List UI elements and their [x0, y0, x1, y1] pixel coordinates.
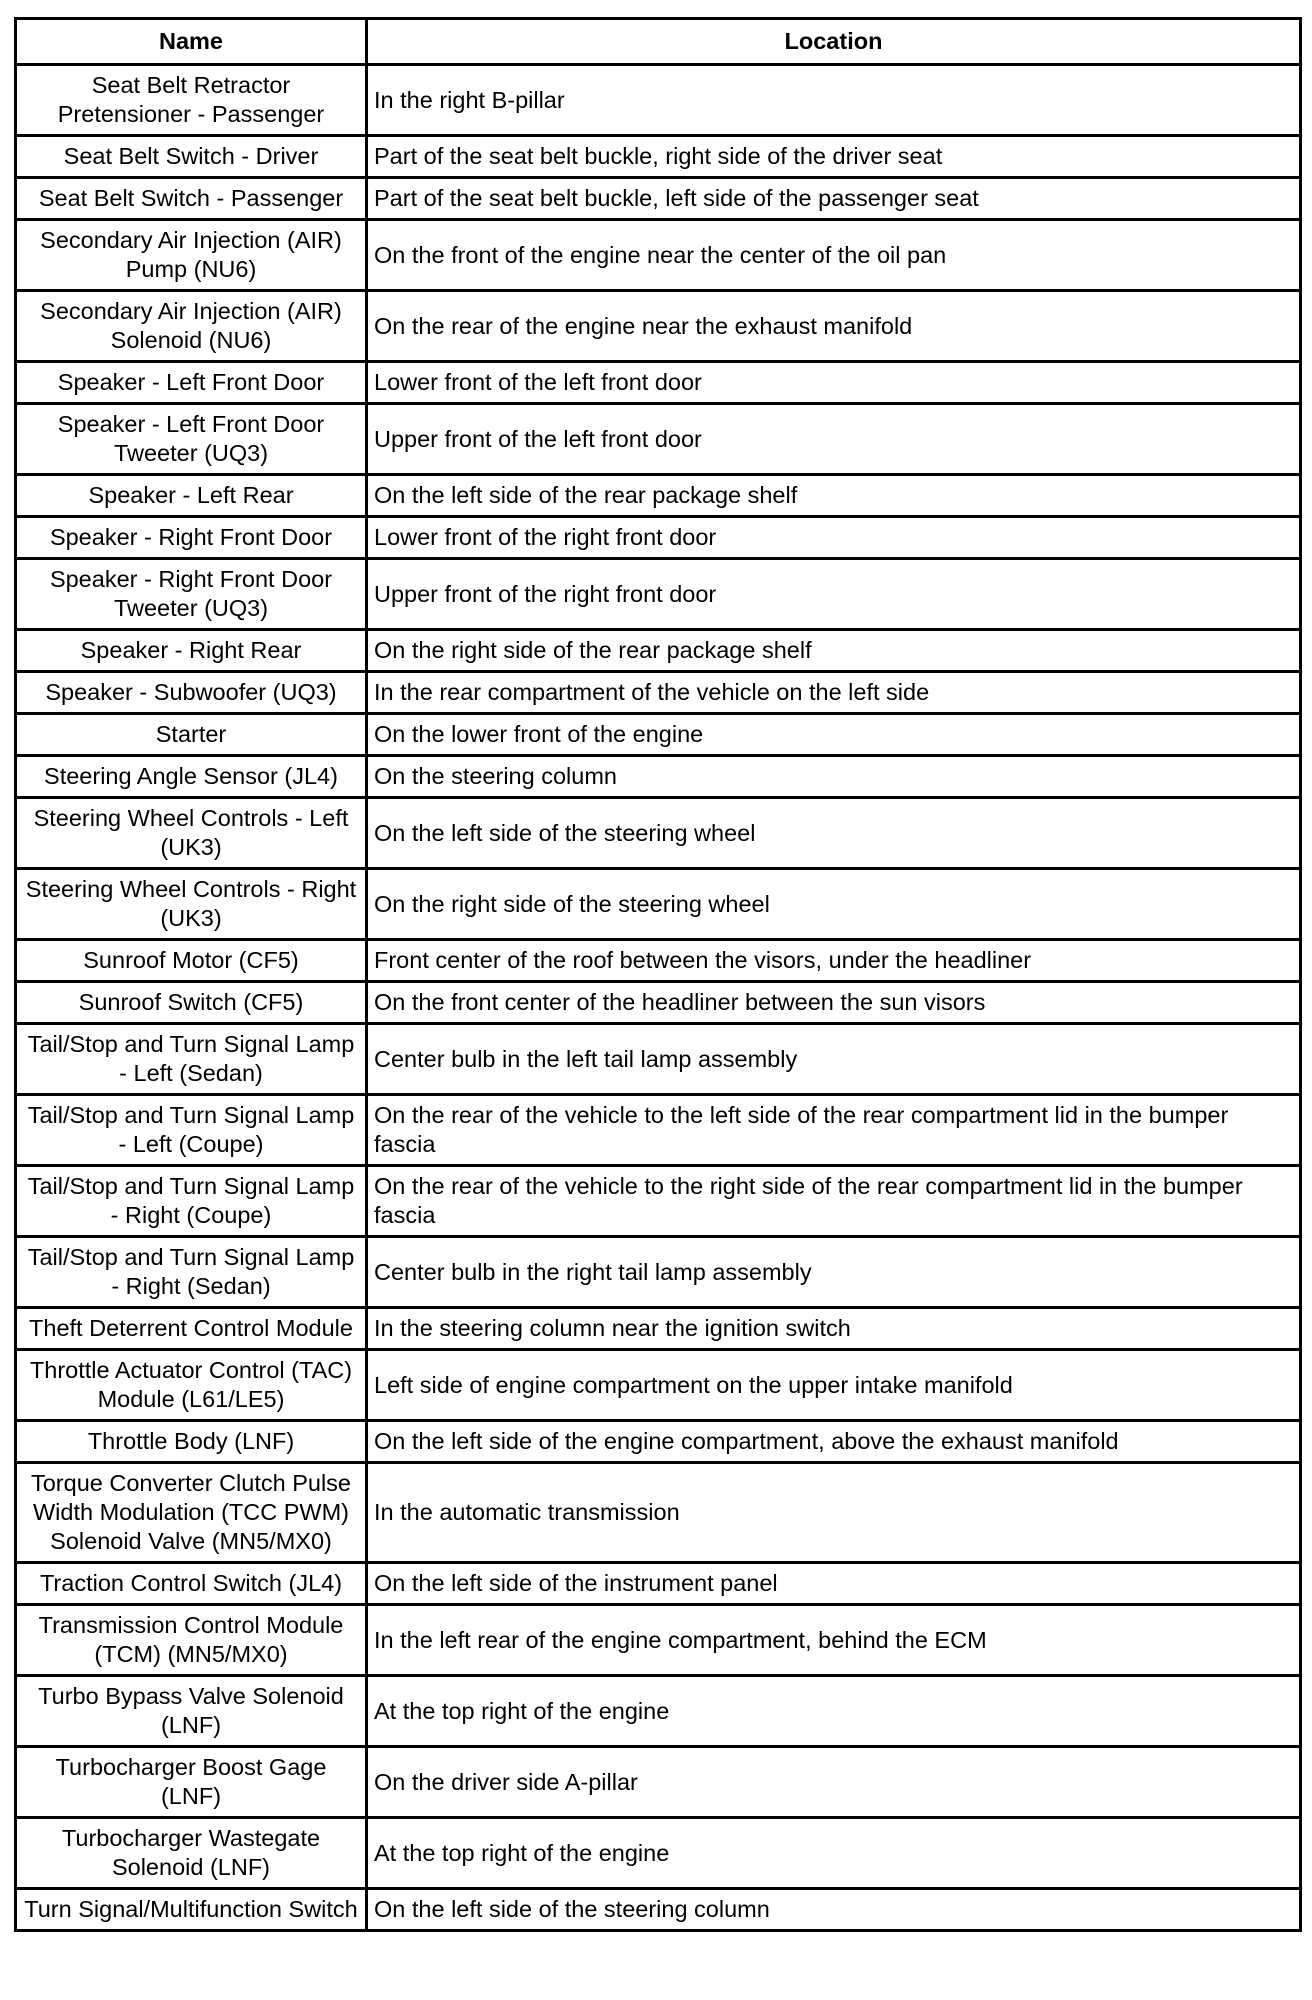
- table-row: [16, 1463, 1301, 1563]
- location-cell: On the front of the engine near the center of the oil pan: [367, 220, 1301, 291]
- table-row: [16, 475, 1301, 517]
- name-cell: Tail/Stop and Turn Signal Lamp - Right (Sedan): [16, 1237, 367, 1308]
- name-cell: Throttle Actuator Control (TAC) Module (L61/LE5): [16, 1350, 367, 1421]
- location-cell: On the right side of the steering wheel: [367, 869, 1301, 940]
- table-row: [16, 714, 1301, 756]
- location-cell: Front center of the roof between the visors, under the headliner: [367, 940, 1301, 982]
- column-header-name: Name: [16, 19, 367, 65]
- location-cell: On the rear of the vehicle to the left side of the rear compartment lid in the bumper fascia: [367, 1095, 1301, 1166]
- name-cell: Steering Wheel Controls - Left (UK3): [16, 798, 367, 869]
- table-row: [16, 1676, 1301, 1747]
- name-cell: Tail/Stop and Turn Signal Lamp - Left (Sedan): [16, 1024, 367, 1095]
- name-cell: Starter: [16, 714, 367, 756]
- table-row: [16, 559, 1301, 630]
- table-row: [16, 1308, 1301, 1350]
- table-row: [16, 1889, 1301, 1931]
- table-row: [16, 1421, 1301, 1463]
- location-cell: In the right B-pillar: [367, 65, 1301, 136]
- name-cell: Sunroof Switch (CF5): [16, 982, 367, 1024]
- name-cell: Speaker - Right Rear: [16, 630, 367, 672]
- name-cell: Theft Deterrent Control Module: [16, 1308, 367, 1350]
- location-cell: In the rear compartment of the vehicle on the left side: [367, 672, 1301, 714]
- name-cell: Turbocharger Boost Gage (LNF): [16, 1747, 367, 1818]
- location-cell: On the steering column: [367, 756, 1301, 798]
- name-cell: Speaker - Left Front Door: [16, 362, 367, 404]
- location-cell: In the left rear of the engine compartment, behind the ECM: [367, 1605, 1301, 1676]
- location-cell: Left side of engine compartment on the upper intake manifold: [367, 1350, 1301, 1421]
- name-cell: Transmission Control Module (TCM) (MN5/MX0): [16, 1605, 367, 1676]
- name-cell: Speaker - Left Rear: [16, 475, 367, 517]
- name-cell: Traction Control Switch (JL4): [16, 1563, 367, 1605]
- table-row: [16, 220, 1301, 291]
- location-cell: On the rear of the vehicle to the right side of the rear compartment lid in the bumper fascia: [367, 1166, 1301, 1237]
- table-row: [16, 1166, 1301, 1237]
- location-cell: On the left side of the engine compartment, above the exhaust manifold: [367, 1421, 1301, 1463]
- location-cell: Part of the seat belt buckle, right side of the driver seat: [367, 136, 1301, 178]
- table-row: [16, 178, 1301, 220]
- table-row: [16, 65, 1301, 136]
- table-row: [16, 1024, 1301, 1095]
- name-cell: Steering Angle Sensor (JL4): [16, 756, 367, 798]
- component-location-table-container: [14, 17, 1299, 1932]
- component-location-table: [14, 17, 1302, 1932]
- name-cell: Secondary Air Injection (AIR) Pump (NU6): [16, 220, 367, 291]
- location-cell: Part of the seat belt buckle, left side of the passenger seat: [367, 178, 1301, 220]
- table-row: [16, 291, 1301, 362]
- location-cell: Center bulb in the right tail lamp assembly: [367, 1237, 1301, 1308]
- name-cell: Speaker - Right Front Door: [16, 517, 367, 559]
- table-row: [16, 940, 1301, 982]
- location-cell: At the top right of the engine: [367, 1676, 1301, 1747]
- table-row: [16, 1237, 1301, 1308]
- table-row: [16, 1350, 1301, 1421]
- name-cell: Turbocharger Wastegate Solenoid (LNF): [16, 1818, 367, 1889]
- location-cell: Upper front of the right front door: [367, 559, 1301, 630]
- name-cell: Sunroof Motor (CF5): [16, 940, 367, 982]
- table-row: [16, 1563, 1301, 1605]
- location-cell: In the automatic transmission: [367, 1463, 1301, 1563]
- name-cell: Turbo Bypass Valve Solenoid (LNF): [16, 1676, 367, 1747]
- location-cell: On the left side of the instrument panel: [367, 1563, 1301, 1605]
- table-row: [16, 1095, 1301, 1166]
- location-cell: On the driver side A-pillar: [367, 1747, 1301, 1818]
- table-row: [16, 1605, 1301, 1676]
- table-header-row: [16, 19, 1301, 65]
- table-row: [16, 362, 1301, 404]
- location-cell: Upper front of the left front door: [367, 404, 1301, 475]
- table-body: [16, 65, 1301, 1931]
- name-cell: Seat Belt Switch - Driver: [16, 136, 367, 178]
- table-row: [16, 630, 1301, 672]
- name-cell: Seat Belt Switch - Passenger: [16, 178, 367, 220]
- column-header-location: Location: [367, 19, 1301, 65]
- location-cell: At the top right of the engine: [367, 1818, 1301, 1889]
- location-cell: In the steering column near the ignition switch: [367, 1308, 1301, 1350]
- name-cell: Steering Wheel Controls - Right (UK3): [16, 869, 367, 940]
- location-cell: On the left side of the rear package shelf: [367, 475, 1301, 517]
- location-cell: On the lower front of the engine: [367, 714, 1301, 756]
- name-cell: Speaker - Right Front Door Tweeter (UQ3): [16, 559, 367, 630]
- location-cell: On the front center of the headliner between the sun visors: [367, 982, 1301, 1024]
- table-row: [16, 982, 1301, 1024]
- name-cell: Turn Signal/Multifunction Switch: [16, 1889, 367, 1931]
- name-cell: Speaker - Subwoofer (UQ3): [16, 672, 367, 714]
- table-row: [16, 798, 1301, 869]
- location-cell: On the rear of the engine near the exhaust manifold: [367, 291, 1301, 362]
- table-row: [16, 756, 1301, 798]
- name-cell: Speaker - Left Front Door Tweeter (UQ3): [16, 404, 367, 475]
- name-cell: Throttle Body (LNF): [16, 1421, 367, 1463]
- table-row: [16, 517, 1301, 559]
- name-cell: Torque Converter Clutch Pulse Width Modulation (TCC PWM) Solenoid Valve (MN5/MX0): [16, 1463, 367, 1563]
- name-cell: Tail/Stop and Turn Signal Lamp - Left (Coupe): [16, 1095, 367, 1166]
- location-cell: Lower front of the right front door: [367, 517, 1301, 559]
- location-cell: On the left side of the steering column: [367, 1889, 1301, 1931]
- name-cell: Tail/Stop and Turn Signal Lamp - Right (Coupe): [16, 1166, 367, 1237]
- location-cell: Center bulb in the left tail lamp assembly: [367, 1024, 1301, 1095]
- table-row: [16, 869, 1301, 940]
- location-cell: On the right side of the rear package shelf: [367, 630, 1301, 672]
- table-row: [16, 672, 1301, 714]
- name-cell: Seat Belt Retractor Pretensioner - Passenger: [16, 65, 367, 136]
- location-cell: On the left side of the steering wheel: [367, 798, 1301, 869]
- table-row: [16, 404, 1301, 475]
- table-row: [16, 1747, 1301, 1818]
- name-cell: Secondary Air Injection (AIR) Solenoid (NU6): [16, 291, 367, 362]
- table-row: [16, 1818, 1301, 1889]
- table-row: [16, 136, 1301, 178]
- location-cell: Lower front of the left front door: [367, 362, 1301, 404]
